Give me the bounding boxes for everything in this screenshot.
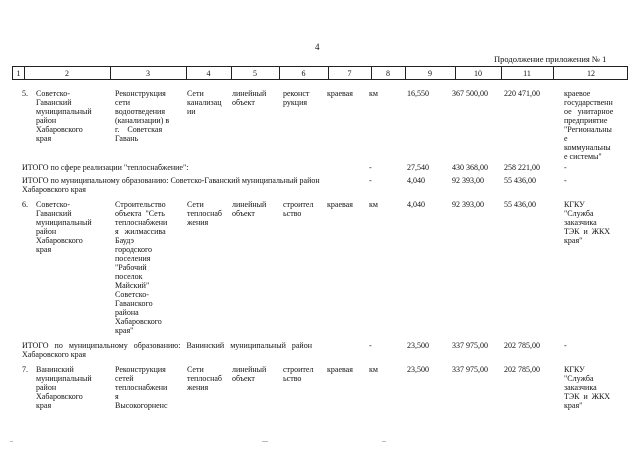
column-number-header bbox=[12, 66, 628, 80]
customer-cell: - bbox=[564, 341, 567, 350]
unit-cell: км bbox=[369, 200, 378, 209]
cost-total-cell: 430 368,00 bbox=[452, 163, 488, 172]
col-header-3: 3 bbox=[146, 69, 150, 78]
object-name-cell: Реконструкция сети водоотведения (канализации) в г. Советская Гавань bbox=[115, 89, 170, 143]
total-label: ИТОГО по муниципальному образованию: Ванинский муниципальный район Хабаровского края bbox=[22, 341, 312, 359]
col-header-9: 9 bbox=[428, 69, 432, 78]
object-type-cell: линейный объект bbox=[232, 200, 267, 218]
cost-total-cell: 367 500,00 bbox=[452, 89, 488, 98]
col-header-1: 1 bbox=[16, 69, 21, 78]
col-header-8: 8 bbox=[386, 69, 390, 78]
territory-cell: Советско- Гаванский муниципальный район Хабаровского края bbox=[36, 200, 92, 254]
unit-cell: - bbox=[369, 176, 372, 185]
cost-second-cell: 220 471,00 bbox=[504, 89, 540, 98]
col-header-11: 11 bbox=[523, 69, 531, 78]
cost-second-cell: 258 221,00 bbox=[504, 163, 540, 172]
territory-cell: Советско- Гаванский муниципальный район Хабаровского края bbox=[36, 89, 92, 143]
level-cell: краевая bbox=[327, 365, 353, 374]
col-header-7: 7 bbox=[347, 69, 352, 78]
scan-artifact bbox=[10, 441, 13, 442]
unit-cell: - bbox=[369, 163, 372, 172]
col-header-2: 2 bbox=[65, 69, 69, 78]
col-header-10: 10 bbox=[474, 69, 482, 78]
col-header-6: 6 bbox=[301, 69, 306, 78]
cost-second-cell: 202 785,00 bbox=[504, 365, 540, 374]
col-header-4: 4 bbox=[206, 69, 211, 78]
customer-cell: - bbox=[564, 176, 567, 185]
total-label: ИТОГО по сфере реализации "теплоснабжение": bbox=[22, 163, 189, 172]
length-cell: 16,550 bbox=[407, 89, 429, 98]
total-label: ИТОГО по муниципальному образованию: Советско-Гаванский муниципальный район Хабаровского края bbox=[22, 176, 320, 194]
work-type-cell: реконст рукция bbox=[283, 89, 310, 107]
unit-cell: - bbox=[369, 341, 372, 350]
cost-total-cell: 92 393,00 bbox=[452, 200, 484, 209]
customer-cell: - bbox=[564, 163, 567, 172]
level-cell: краевая bbox=[327, 200, 353, 209]
level-cell: краевая bbox=[327, 89, 353, 98]
scan-artifact bbox=[382, 441, 386, 442]
length-cell: 23,500 bbox=[407, 365, 429, 374]
object-type-cell: линейный объект bbox=[232, 89, 267, 107]
work-type-cell: строител ьство bbox=[283, 365, 314, 383]
network-type-cell: Сети теплоснаб жения bbox=[187, 365, 222, 392]
length-cell: 23,500 bbox=[407, 341, 429, 350]
cost-second-cell: 202 785,00 bbox=[504, 341, 540, 350]
length-cell: 4,040 bbox=[407, 176, 425, 185]
object-name-cell: Строительство объекта "Сеть теплоснабжени я жилмассива Баудэ городского поселения "Рабочий поселок Майский" Советско- Гаванского района Хабаровского края" bbox=[115, 200, 168, 335]
object-type-cell: линейный объект bbox=[232, 365, 267, 383]
customer-cell: КГКУ "Служба заказчика ТЭК и ЖКХ края" bbox=[564, 200, 611, 245]
row-number: 7. bbox=[22, 365, 28, 374]
col-header-5: 5 bbox=[253, 69, 257, 78]
length-cell: 4,040 bbox=[407, 200, 425, 209]
continuation-note: Продолжение приложения № 1 bbox=[494, 54, 607, 64]
object-name-cell: Реконструкция сетей теплоснабжени я Высокогорненс bbox=[115, 365, 168, 410]
customer-cell: КГКУ "Служба заказчика ТЭК и ЖКХ края" bbox=[564, 365, 611, 410]
page-number: 4 bbox=[315, 42, 320, 52]
territory-cell: Ванинский муниципальный район Хабаровского края bbox=[36, 365, 92, 410]
cost-total-cell: 337 975,00 bbox=[452, 365, 488, 374]
length-cell: 27,540 bbox=[407, 163, 429, 172]
work-type-cell: строител ьство bbox=[283, 200, 314, 218]
row-number: 6. bbox=[22, 200, 28, 209]
cost-second-cell: 55 436,00 bbox=[504, 200, 536, 209]
scan-artifact bbox=[262, 441, 268, 442]
cost-total-cell: 337 975,00 bbox=[452, 341, 488, 350]
unit-cell: км bbox=[369, 365, 378, 374]
network-type-cell: Сети теплоснаб жения bbox=[187, 200, 222, 227]
row-number: 5. bbox=[22, 89, 28, 98]
cost-total-cell: 92 393,00 bbox=[452, 176, 484, 185]
cost-second-cell: 55 436,00 bbox=[504, 176, 536, 185]
network-type-cell: Сети канализац ии bbox=[187, 89, 222, 116]
unit-cell: км bbox=[369, 89, 378, 98]
col-header-12: 12 bbox=[587, 69, 595, 78]
customer-cell: краевое государственн ое унитарное предприятие "Региональны е коммунальны е системы" bbox=[564, 89, 614, 161]
